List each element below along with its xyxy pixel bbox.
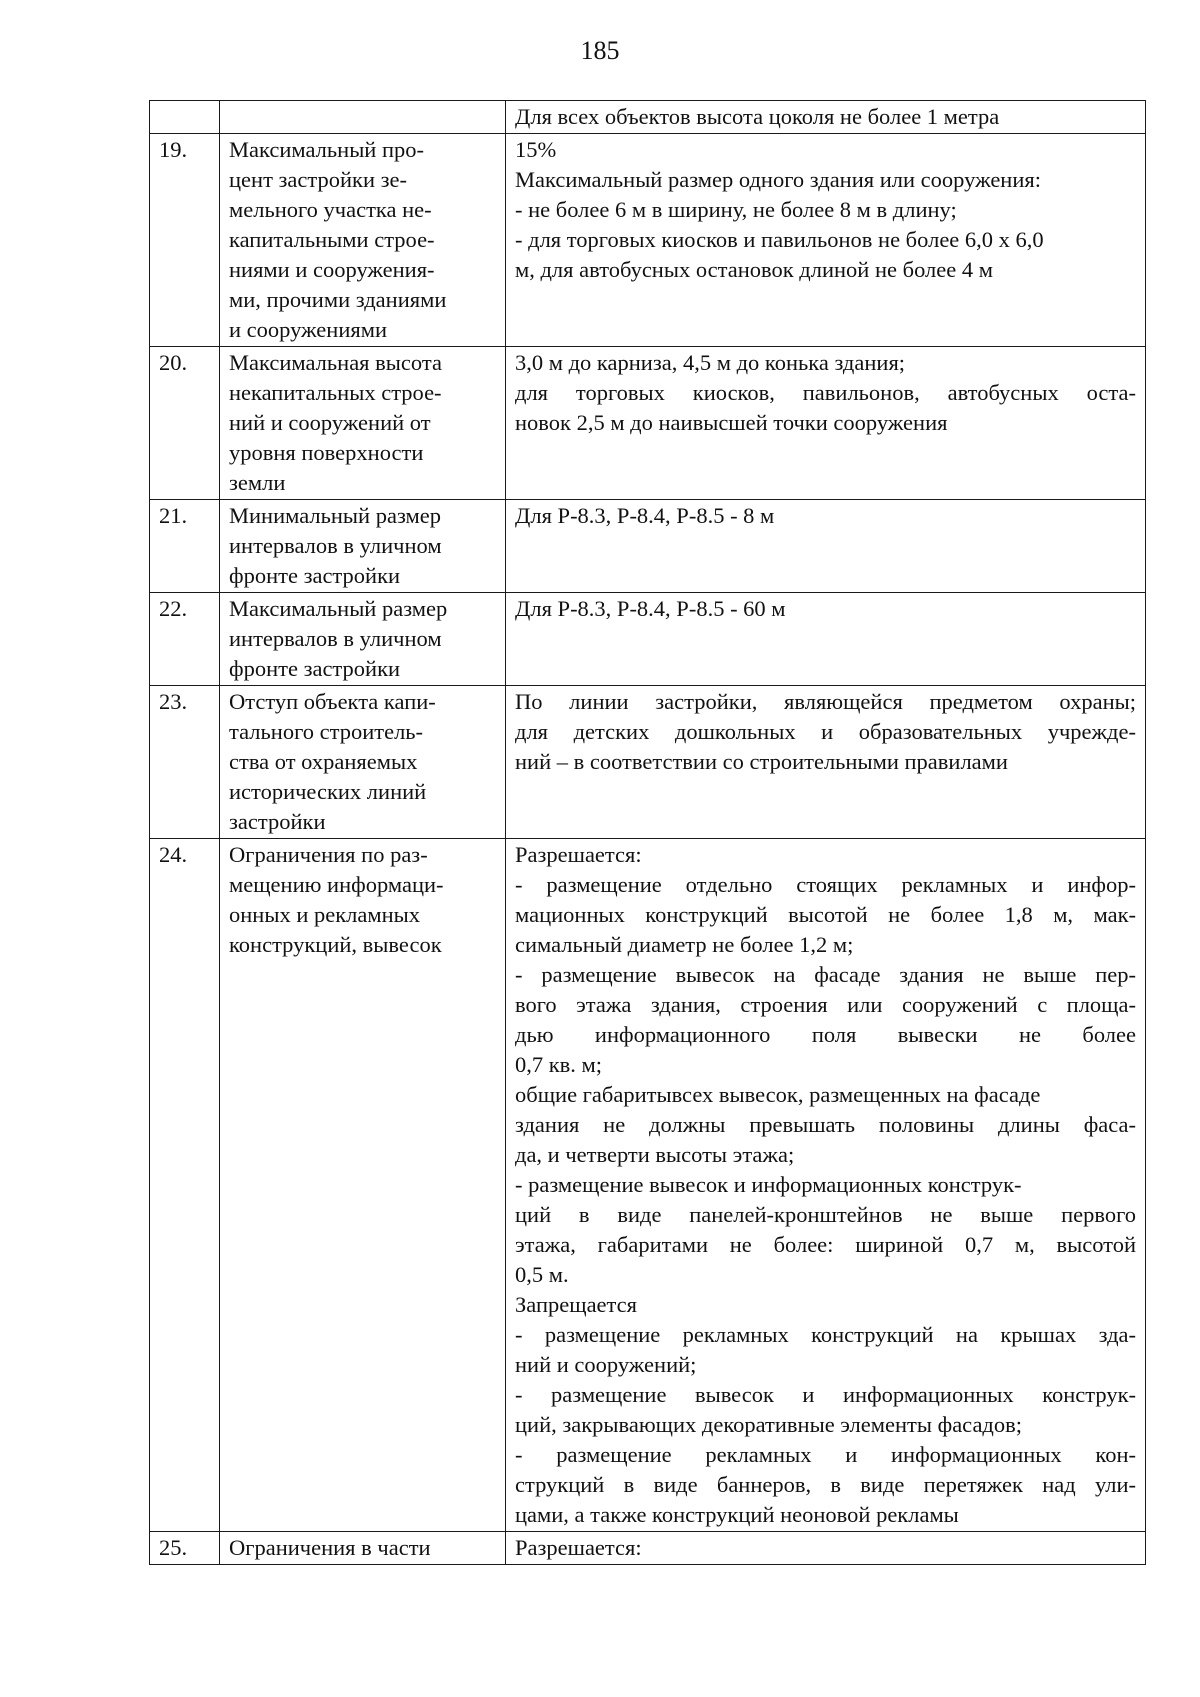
parameter-name-line: ний и сооружений от	[229, 410, 431, 435]
parameter-value-line: - размещение рекламных и информационных кон-	[515, 1442, 1136, 1467]
parameter-value-line: да, и четверти высоты этажа;	[515, 1142, 795, 1167]
parameter-value-line: Разрешается:	[515, 842, 642, 867]
parameter-name-line: цент застройки зе-	[229, 167, 408, 192]
parameter-name-line: ства от охраняемых	[229, 749, 418, 774]
parameter-value-cell	[506, 686, 1146, 839]
table-row	[150, 134, 1146, 347]
row-number	[150, 101, 220, 134]
parameter-value-line: вого этажа здания, строения или сооружений с площа-	[515, 992, 1136, 1017]
table-row	[150, 101, 1146, 134]
parameter-value-line: новок 2,5 м до наивысшей точки сооружения	[515, 410, 948, 435]
parameter-name-line	[229, 102, 496, 132]
regulations-table-body	[150, 101, 1146, 1565]
row-number: 20.	[150, 347, 220, 500]
parameter-value-line: - размещение отдельно стоящих рекламных и инфор-	[515, 872, 1136, 897]
parameter-name-line: Минимальный размер	[229, 503, 441, 528]
row-number: 23.	[150, 686, 220, 839]
parameter-value-line: общие габаритывсех вывесок, размещенных на фасаде	[515, 1082, 1041, 1107]
parameter-name-line: ми, прочими зданиями	[229, 287, 447, 312]
parameter-value-line: ний и сооружений;	[515, 1352, 697, 1377]
parameter-value-line: - для торговых киосков и павильонов не более 6,0 х 6,0	[515, 227, 1044, 252]
parameter-value-line: для детских дошкольных и образовательных учрежде-	[515, 719, 1136, 744]
parameter-value-line: - размещение вывесок и информационных конструк-	[515, 1172, 1022, 1197]
parameter-value-line: 15%	[515, 137, 557, 162]
parameter-value-cell	[506, 593, 1146, 686]
parameter-value-line: здания не должны превышать половины длины фаса-	[515, 1112, 1136, 1137]
parameter-value-line: струкций в виде баннеров, в виде перетяжек над ули-	[515, 1472, 1136, 1497]
parameter-name-line: некапитальных строе-	[229, 380, 442, 405]
parameter-name-cell	[220, 101, 506, 134]
parameter-value-line: этажа, габаритами не более: шириной 0,7 м, высотой	[515, 1232, 1136, 1257]
parameter-name-cell	[220, 593, 506, 686]
parameter-value-cell	[506, 101, 1146, 134]
parameter-value-line: дью информационного поля вывески не более	[515, 1022, 1136, 1047]
parameter-name-line: тального строитель-	[229, 719, 424, 744]
parameter-value-cell	[506, 839, 1146, 1532]
parameter-name-line: Максимальный размер	[229, 596, 448, 621]
parameter-name-cell	[220, 134, 506, 347]
regulations-table	[149, 100, 1146, 1565]
parameter-value-line: 3,0 м до карниза, 4,5 м до конька здания;	[515, 350, 906, 375]
parameter-value-line: 0,7 кв. м;	[515, 1052, 603, 1077]
parameter-value-line: ний – в соответствии со строительными правилами	[515, 749, 1008, 774]
parameter-name-line: интервалов в уличном	[229, 626, 442, 651]
row-number: 24.	[150, 839, 220, 1532]
table-row	[150, 1532, 1146, 1565]
parameter-name-line: онных и рекламных	[229, 902, 421, 927]
parameter-value-line: Для Р-8.3, Р-8.4, Р-8.5 - 60 м	[515, 596, 786, 621]
parameter-name-cell	[220, 1532, 506, 1565]
parameter-name-line: Ограничения в части	[229, 1535, 431, 1560]
parameter-value-cell	[506, 347, 1146, 500]
row-number: 25.	[150, 1532, 220, 1565]
parameter-name-cell	[220, 839, 506, 1532]
parameter-name-line: Ограничения по раз-	[229, 842, 428, 867]
parameter-name-line: исторических линий	[229, 779, 427, 804]
table-row	[150, 500, 1146, 593]
parameter-value-line: По линии застройки, являющейся предметом охраны;	[515, 689, 1136, 714]
parameter-name-line: капитальными строе-	[229, 227, 435, 252]
parameter-value-line: Разрешается:	[515, 1535, 642, 1560]
parameter-name-line: интервалов в уличном	[229, 533, 442, 558]
parameter-value-line: для торговых киосков, павильонов, автобусных оста-	[515, 380, 1136, 405]
parameter-value-line: цами, а также конструкций неоновой рекламы	[515, 1502, 959, 1527]
parameter-value-line: 0,5 м.	[515, 1262, 569, 1287]
parameter-value-line: - не более 6 м в ширину, не более 8 м в длину;	[515, 197, 957, 222]
table-row	[150, 839, 1146, 1532]
parameter-name-line: мельного участка не-	[229, 197, 432, 222]
parameter-name-line: Максимальная высота	[229, 350, 442, 375]
parameter-value-line: Максимальный размер одного здания или сооружения:	[515, 167, 1041, 192]
parameter-value-line: Для всех объектов высота цоколя не более 1 метра	[515, 104, 1000, 129]
page-number: 185	[580, 36, 620, 65]
row-number: 22.	[150, 593, 220, 686]
parameter-name-cell	[220, 347, 506, 500]
parameter-value-line: - размещение вывесок на фасаде здания не выше пер-	[515, 962, 1136, 987]
parameter-name-line: Максимальный про-	[229, 137, 425, 162]
parameter-name-line: ниями и сооружения-	[229, 257, 435, 282]
parameter-value-cell	[506, 500, 1146, 593]
parameter-value-cell	[506, 1532, 1146, 1565]
parameter-name-line: Отступ объекта капи-	[229, 689, 436, 714]
parameter-value-line: м, для автобусных остановок длиной не более 4 м	[515, 257, 993, 282]
parameter-name-line: уровня поверхности	[229, 440, 424, 465]
parameter-name-line: земли	[229, 470, 286, 495]
parameter-value-line: - размещение рекламных конструкций на крышах зда-	[515, 1322, 1136, 1347]
parameter-value-line: Для Р-8.3, Р-8.4, Р-8.5 - 8 м	[515, 503, 775, 528]
parameter-name-cell	[220, 686, 506, 839]
parameter-value-line: - размещение вывесок и информационных конструк-	[515, 1382, 1136, 1407]
parameter-name-line: застройки	[229, 809, 326, 834]
parameter-name-line: и сооружениями	[229, 317, 388, 342]
parameter-value-cell	[506, 134, 1146, 347]
parameter-value-line: мационных конструкций высотой не более 1,8 м, мак-	[515, 902, 1136, 927]
parameter-value-line: Запрещается	[515, 1292, 637, 1317]
parameter-name-line: конструкций, вывесок	[229, 932, 442, 957]
parameter-value-line: ций, закрывающих декоративные элементы фасадов;	[515, 1412, 1022, 1437]
parameter-value-line: симальный диаметр не более 1,2 м;	[515, 932, 854, 957]
parameter-name-line: мещению информаци-	[229, 872, 444, 897]
table-row	[150, 686, 1146, 839]
table-row	[150, 347, 1146, 500]
parameter-name-line: фронте застройки	[229, 656, 401, 681]
parameter-value-line: ций в виде панелей-кронштейнов не выше первого	[515, 1202, 1136, 1227]
row-number: 21.	[150, 500, 220, 593]
row-number: 19.	[150, 134, 220, 347]
parameter-name-cell	[220, 500, 506, 593]
table-row	[150, 593, 1146, 686]
parameter-name-line: фронте застройки	[229, 563, 401, 588]
